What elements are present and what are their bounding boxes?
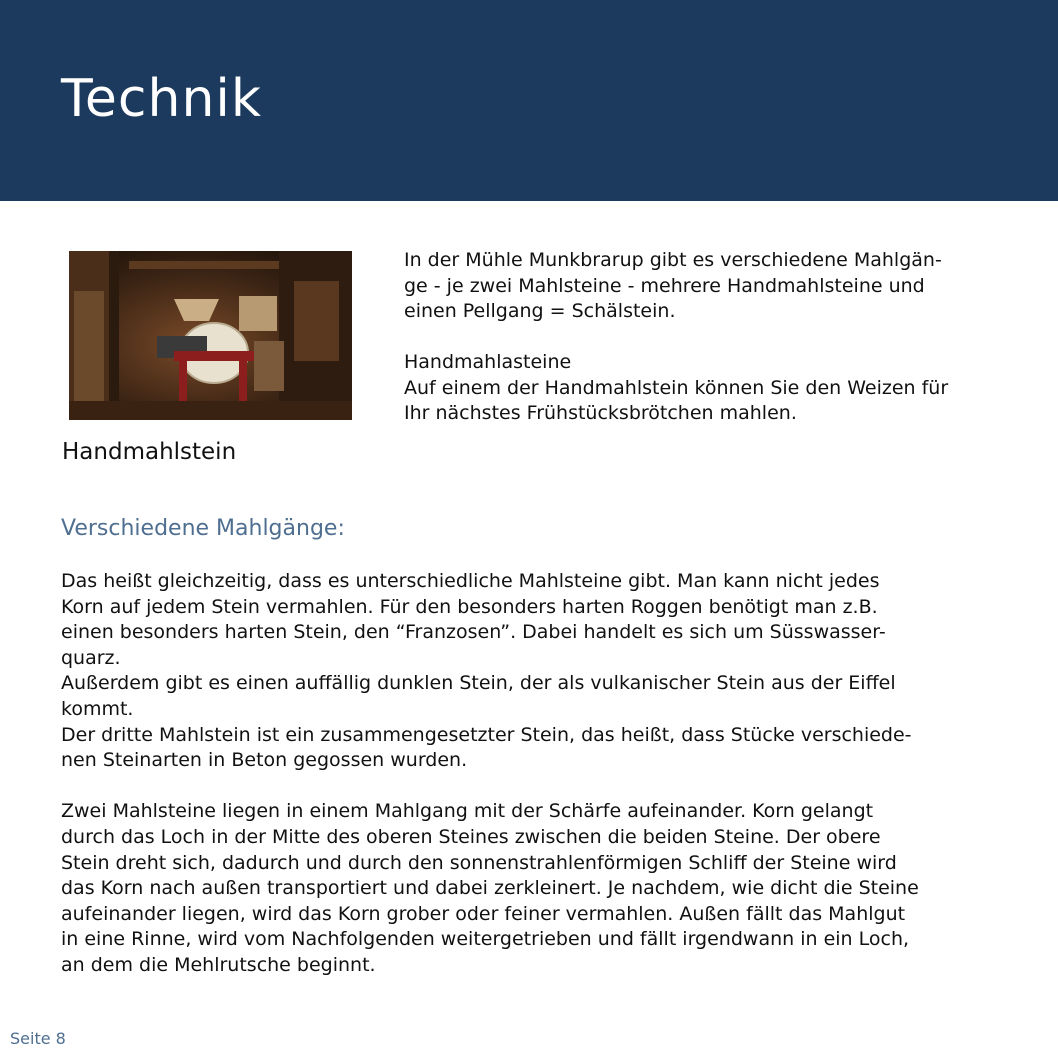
text-line: Der dritte Mahlstein ist ein zusammengesetzter Stein, das heißt, dass Stücke verschiede- (61, 723, 912, 746)
text-line: Auf einem der Handmahlstein können Sie den Weizen für (404, 376, 949, 399)
text-line: Ihr nächstes Frühstücksbrötchen mahlen. (404, 402, 797, 424)
page-header (0, 0, 1058, 201)
intro-paragraph (404, 350, 1004, 427)
photo-caption: Handmahlstein (62, 439, 237, 465)
body-paragraph (61, 569, 1001, 774)
intro-text (404, 248, 1004, 427)
text-line: ge - je zwei Mahlsteine - mehrere Handmahlsteine und (404, 274, 925, 297)
text-line: Korn auf jedem Stein vermahlen. Für den besonders harten Roggen benötigt man z.B. (61, 595, 878, 618)
text-line: in eine Rinne, wird vom Nachfolgenden weitergetrieben und fällt irgendwann in ein Loch, (61, 928, 910, 951)
text-line: Stein dreht sich, dadurch und durch den sonnenstrahlenförmigen Schliff der Steine wird (61, 851, 897, 874)
text-line: einen besonders harten Stein, den “Franzosen”. Dabei handelt es sich um Süsswasser- (61, 621, 886, 644)
text-line: an dem die Mehlrutsche beginnt. (61, 953, 376, 976)
intro-paragraph (404, 248, 1004, 325)
text-line: In der Mühle Munkbrarup gibt es verschiedene Mahlgän- (404, 249, 942, 271)
text-line: nen Steinarten in Beton gegossen wurden. (61, 749, 468, 772)
subheading: Handmahlasteine (404, 351, 572, 373)
page-title: Technik (61, 69, 262, 129)
text-line: das Korn nach außen transportiert und dabei zerkleinert. Je nachdem, wie dicht die Steine (61, 877, 919, 900)
text-line: Außerdem gibt es einen auffällig dunklen Stein, der als vulkanischer Stein aus der Eiffel (61, 672, 896, 695)
handmahlstein-photo (69, 251, 352, 420)
section-heading: Verschiedene Mahlgänge: (61, 516, 345, 541)
text-line: aufeinander liegen, wird das Korn grober oder feiner vermahlen. Außen fällt das Mahlgut (61, 902, 906, 925)
text-line: kommt. (61, 697, 134, 720)
text-line: quarz. (61, 646, 121, 669)
page-number: Seite 8 (10, 1029, 66, 1048)
section-body (61, 569, 1001, 979)
body-paragraph (61, 799, 1001, 978)
text-line: einen Pellgang = Schälstein. (404, 300, 676, 322)
text-line: Das heißt gleichzeitig, dass es unterschiedliche Mahlsteine gibt. Man kann nicht jedes (61, 570, 880, 592)
text-line: Zwei Mahlsteine liegen in einem Mahlgang mit der Schärfe aufeinander. Korn gelangt (61, 800, 874, 823)
text-line: durch das Loch in der Mitte des oberen Steines zwischen die beiden Steine. Der obere (61, 825, 881, 848)
